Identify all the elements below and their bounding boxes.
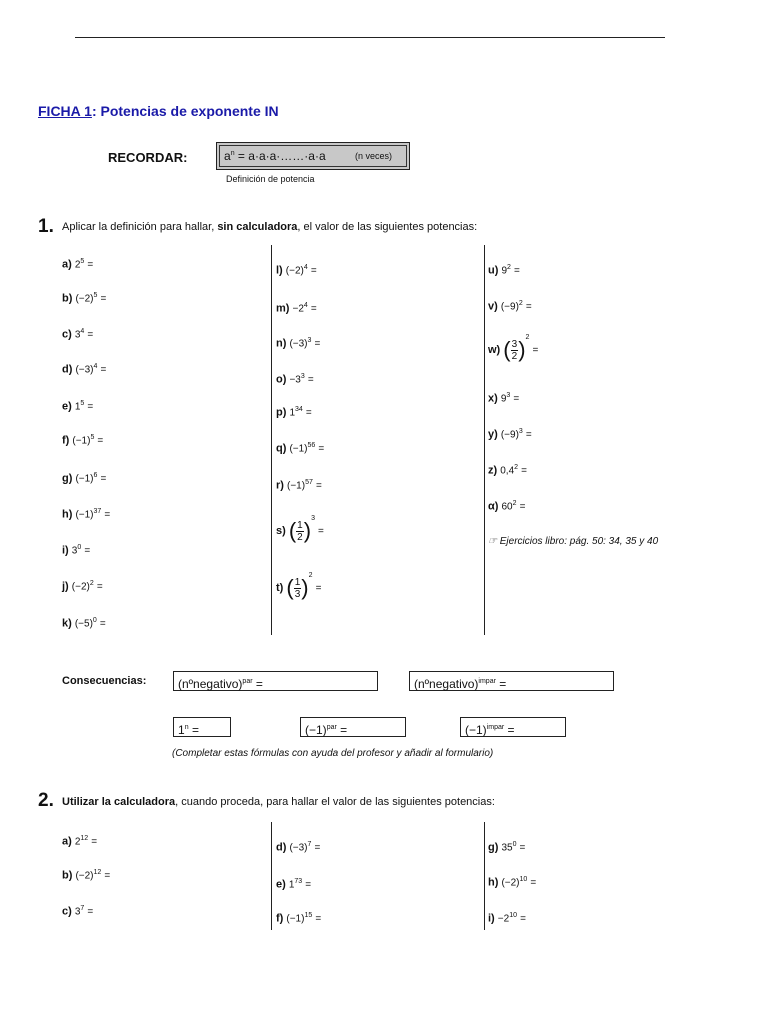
- consequence-box-minus-one-even[interactable]: $(-1)^{par}$ =: [300, 717, 406, 737]
- q1-item-k: k) $(-5)^0$ =: [62, 617, 106, 630]
- q2-text-after: , cuando proceda, para hallar el valor de las siguientes potencias:: [175, 796, 495, 808]
- consequence-box-minus-one-odd[interactable]: $(-1)^{impar}$ =: [460, 717, 566, 737]
- book-exercises-note: ☞ Ejercicios libro: pág. 50: 34, 35 y 40: [488, 536, 659, 547]
- q1-item-p: p) $1^{34}$ =: [276, 406, 312, 419]
- q2-item-a: a) $2^{12}$ =: [62, 835, 98, 848]
- question-2-number: 2.: [38, 790, 54, 811]
- q1-item-v: v) $(-9)^2$ =: [488, 300, 532, 313]
- consequence-box-negative-odd[interactable]: (nºnegativo)$^{impar}$ =: [409, 671, 614, 691]
- consequence-box-one-power[interactable]: 1$^n$ =: [173, 717, 231, 737]
- formula-rhs: = a·a·a·……·a·a: [234, 149, 326, 163]
- definition-caption: Definición de potencia: [226, 174, 315, 184]
- page-title: [38, 103, 279, 119]
- question-1-number: 1.: [38, 216, 54, 237]
- q1-item-j: j) $(-2)^2$ =: [62, 580, 103, 593]
- recordar-label: RECORDAR:: [108, 150, 188, 165]
- q1-item-b: b) $(-2)^5$ =: [62, 292, 107, 305]
- q1-item-l: l) $(-2)^4$ =: [276, 264, 317, 277]
- formula-exponent: n: [230, 150, 235, 157]
- q1-item-r: r) $(-1)^{57}$ =: [276, 479, 322, 492]
- question-2-text: [62, 796, 495, 808]
- formula-base: a: [224, 149, 231, 163]
- q1-item-g: g) $(-1)^6$ =: [62, 472, 107, 485]
- q1-item-d: d) $(-3)^4$ =: [62, 363, 107, 376]
- q1-item-h: h) $(-1)^{37}$ =: [62, 508, 111, 521]
- consecuencias-note: (Completar estas fórmulas con ayuda del profesor y añadir al formulario): [172, 748, 494, 759]
- column-divider-1: [271, 245, 272, 635]
- q1-item-z: z) $0,4^2$ =: [488, 464, 527, 477]
- q1-item-u: u) $9^2$ =: [488, 264, 520, 277]
- q2-column-divider-1: [271, 822, 272, 930]
- q1-item-i: i) $3^0$ =: [62, 544, 91, 557]
- question-1-text: [62, 221, 477, 233]
- q2-item-c: c) $3^7$ =: [62, 905, 94, 918]
- q1-item-t: t) ( $\frac{1}{3}$ )$^2$ =: [276, 572, 322, 601]
- top-rule: [75, 37, 665, 38]
- q2-item-b: b) $(-2)^{12}$ =: [62, 869, 111, 882]
- q2-item-d: d) $(-3)^7$ =: [276, 841, 321, 854]
- q1-item-x: x) $9^3$ =: [488, 392, 520, 405]
- q1-item-c: c) $3^4$ =: [62, 328, 94, 341]
- q2-column-divider-2: [484, 822, 485, 930]
- q1-item-a: a) $2^5$ =: [62, 258, 94, 271]
- q1-item-n: n) $(-3)^3$ =: [276, 337, 321, 350]
- q1-item-f: f) $(-1)^5$ =: [62, 434, 104, 447]
- q2-item-h: h) $(-2)^{10}$ =: [488, 876, 537, 889]
- q2-item-f: f) $(-1)^{15}$ =: [276, 912, 322, 925]
- consequence-box-negative-even[interactable]: (nºnegativo)$^{par}$ =: [173, 671, 378, 691]
- q1-item-o: $o) -3^3$ =: [276, 373, 314, 386]
- q1-text-before: Aplicar la definición para hallar,: [62, 221, 218, 233]
- q2-text-bold: Utilizar la calculadora: [62, 796, 176, 808]
- q1-item-w: w) ( $\frac{3}{2}$ )$^2$ =: [488, 334, 539, 363]
- q1-item-alpha: α) $60^2$ =: [488, 500, 526, 513]
- q1-item-s: s) ( $\frac{1}{2}$ )$^3$ =: [276, 515, 324, 544]
- definition-note: (n veces): [355, 151, 393, 161]
- q1-item-e: e) $1^5$ =: [62, 400, 94, 413]
- consecuencias-label: Consecuencias:: [62, 675, 147, 687]
- q1-item-y: y) $(-9)^3$ =: [488, 428, 532, 441]
- q2-item-e: e) $1^{73}$ =: [276, 878, 312, 891]
- q1-text-bold: sin calculadora: [217, 221, 298, 233]
- q1-item-q: q) $(-1)^{56}$ =: [276, 442, 325, 455]
- q2-item-g: g) $35^0$ =: [488, 841, 526, 854]
- column-divider-2: [484, 245, 485, 635]
- q1-text-after: , el valor de las siguientes potencias:: [297, 221, 478, 233]
- q1-item-m: $m) -2^4$ =: [276, 302, 317, 315]
- title-link[interactable]: FICHA 1: [38, 103, 92, 119]
- q2-item-i: $i) -2^{10}$ =: [488, 912, 526, 925]
- definition-formula: [224, 149, 326, 163]
- title-rest: : Potencias de exponente IN: [91, 103, 279, 119]
